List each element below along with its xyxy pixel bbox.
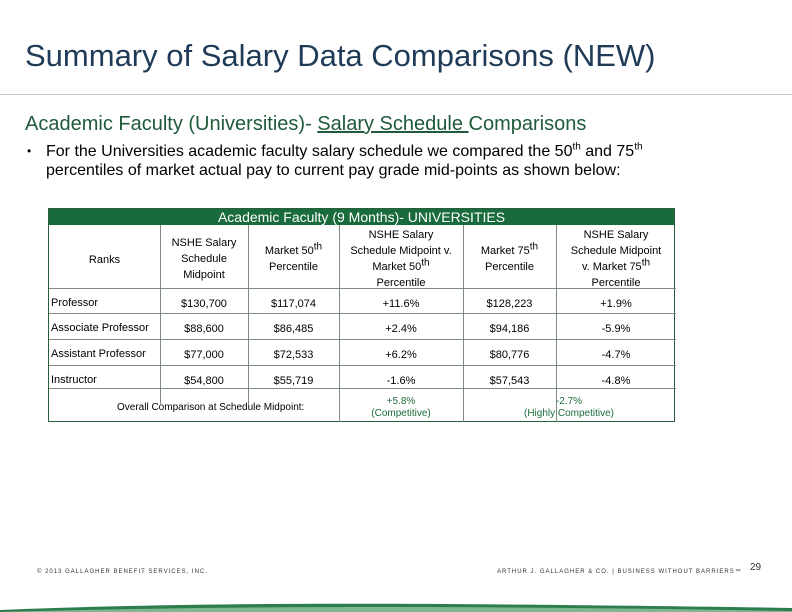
- cell-market-50th: $72,533: [273, 349, 314, 361]
- cell-vs-75th: -4.7%: [601, 349, 631, 361]
- subtitle-part-1: Academic Faculty (Universities)-: [25, 113, 318, 135]
- header-market-75th: Market 75th Percentile: [480, 241, 539, 273]
- cell-rank: Professor: [51, 297, 99, 309]
- cell-vs-50th: +6.2%: [385, 349, 417, 361]
- subtitle-part-2: Salary Schedule: [317, 113, 469, 135]
- bullet-icon: •: [27, 144, 32, 158]
- footer-wave-decoration: [0, 600, 792, 612]
- cell-market-50th: $117,074: [270, 298, 317, 310]
- cell-market-50th: $55,719: [273, 375, 314, 387]
- cell-midpoint: $54,800: [184, 375, 224, 387]
- cell-rank: Associate Professor: [51, 322, 149, 334]
- cell-vs-50th: +11.6%: [382, 298, 420, 310]
- table-caption: Academic Faculty (9 Months)- UNIVERSITIES: [49, 209, 674, 225]
- row-divider: [49, 313, 676, 314]
- cell-vs-75th: +1.9%: [600, 298, 632, 310]
- cell-midpoint: $77,000: [184, 349, 224, 361]
- row-divider: [49, 339, 676, 340]
- cell-vs-75th: -5.9%: [601, 323, 631, 335]
- header-nshe-midpoint: NSHE Salary Schedule Midpoint: [171, 237, 237, 281]
- page-title: Summary of Salary Data Comparisons (NEW): [25, 38, 656, 73]
- cell-market-75th: $80,776: [489, 349, 530, 361]
- cell-market-75th: $128,223: [486, 298, 533, 310]
- bullet-sup-b: th: [634, 141, 643, 153]
- footer-company: ARTHUR J. GALLAGHER & CO. | BUSINESS WITHOUT BARRIERS™: [497, 569, 742, 575]
- row-divider: [49, 365, 676, 366]
- cell-rank: Instructor: [51, 374, 97, 386]
- overall-vs-75th: -2.7% (Highly Competitive): [523, 396, 615, 419]
- cell-midpoint: $130,700: [181, 298, 227, 310]
- header-ranks: Ranks: [88, 254, 121, 266]
- overall-label: Overall Comparison at Schedule Midpoint:: [117, 402, 305, 413]
- overall-vs-50th: +5.8% (Competitive): [371, 396, 431, 419]
- title-divider: [0, 94, 792, 95]
- bullet-sup-a: th: [572, 141, 581, 153]
- footer-copyright: © 2013 GALLAGHER BENEFIT SERVICES, INC.: [37, 569, 208, 575]
- cell-rank: Assistant Professor: [51, 348, 146, 360]
- bullet-text: [46, 142, 766, 180]
- cell-midpoint: $88,600: [184, 323, 224, 335]
- section-subtitle: [25, 113, 586, 136]
- subtitle-part-3: Comparisons: [468, 113, 587, 135]
- cell-market-75th: $57,543: [489, 375, 530, 387]
- cell-vs-50th: +2.4%: [385, 323, 417, 335]
- bullet-text-c: percentiles of market actual pay to current pay grade mid-points as shown below:: [46, 162, 621, 179]
- cell-market-75th: $94,186: [489, 323, 530, 335]
- page-number: 29: [750, 562, 762, 573]
- row-divider: [49, 388, 676, 389]
- cell-vs-75th: -4.8%: [601, 375, 631, 387]
- header-nshe-vs-50th: NSHE Salary Schedule Midpoint v. Market 50th Percentile: [350, 229, 452, 289]
- salary-comparison-table: [48, 208, 675, 422]
- cell-vs-50th: -1.6%: [386, 375, 416, 387]
- bullet-text-b: and 75: [580, 143, 635, 160]
- bullet-text-a: For the Universities academic faculty salary schedule we compared the 50: [46, 143, 573, 160]
- header-nshe-vs-75th: NSHE Salary Schedule Midpoint v. Market 75th Percentile: [570, 229, 662, 289]
- cell-market-50th: $86,485: [273, 323, 314, 335]
- header-market-50th: Market 50th Percentile: [264, 241, 323, 273]
